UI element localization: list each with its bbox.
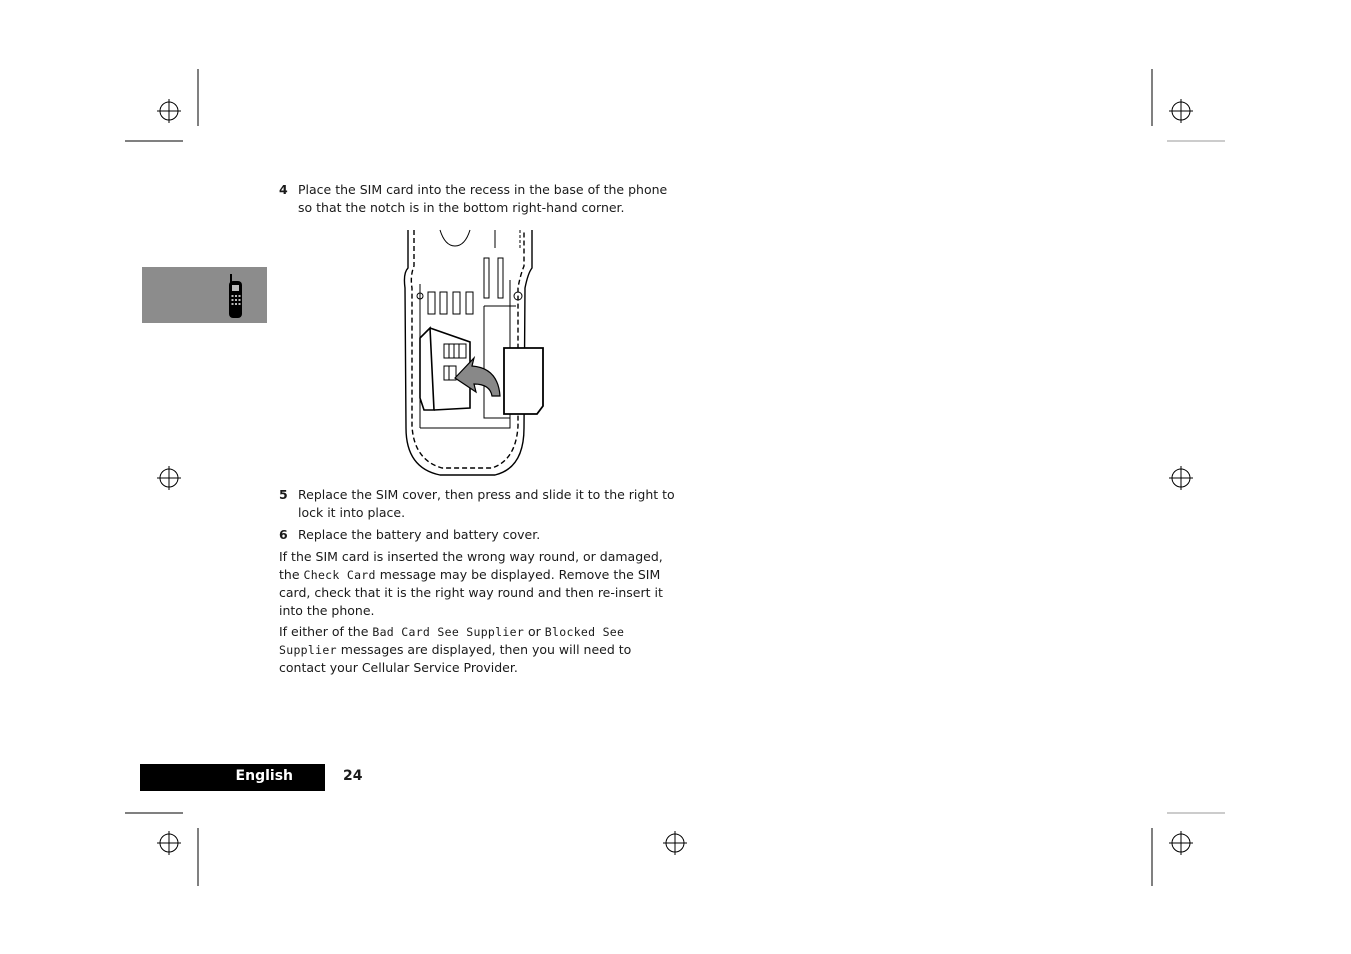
paragraph-text: If either of the [279, 624, 373, 639]
step-number: 5 [279, 487, 288, 502]
paragraph-text: message may be displayed. Remove the SIM card, check that it is the right way round and then re-insert it into the phone. [279, 567, 663, 618]
step-number: 6 [279, 527, 288, 542]
sim-insertion-illustration [400, 228, 550, 480]
paragraph-bad-card [279, 623, 679, 677]
registration-mark-icon [157, 99, 181, 123]
step-text: Replace the SIM cover, then press and slide it to the right to lock it into place. [298, 487, 675, 520]
paragraph-text: or [524, 624, 545, 639]
registration-mark-icon [1169, 466, 1193, 490]
registration-mark-icon [157, 831, 181, 855]
section-tab [142, 267, 267, 323]
paragraph-check-card [279, 548, 679, 620]
display-message: Bad Card See Supplier [372, 625, 525, 639]
step-text: Place the SIM card into the recess in the base of the phone so that the notch is in the bottom right-hand corner. [298, 182, 668, 215]
registration-mark-icon [157, 466, 181, 490]
registration-mark-icon [1169, 99, 1193, 123]
mobile-phone-icon [226, 272, 246, 320]
display-message: Check Card [303, 568, 376, 582]
paragraph-text: messages are displayed, then you will need to contact your Cellular Service Provider. [279, 642, 632, 675]
display-message: Blocked See Supplier [279, 625, 625, 657]
registration-mark-icon [1169, 831, 1193, 855]
registration-mark-icon [663, 831, 687, 855]
step-text: Replace the battery and battery cover. [298, 527, 541, 542]
language-bar: English [140, 764, 325, 791]
step-number: 4 [279, 182, 288, 197]
paragraph-text: If the SIM card is inserted the wrong way round, or damaged, the [279, 549, 663, 582]
page-number: 24 [343, 768, 363, 784]
